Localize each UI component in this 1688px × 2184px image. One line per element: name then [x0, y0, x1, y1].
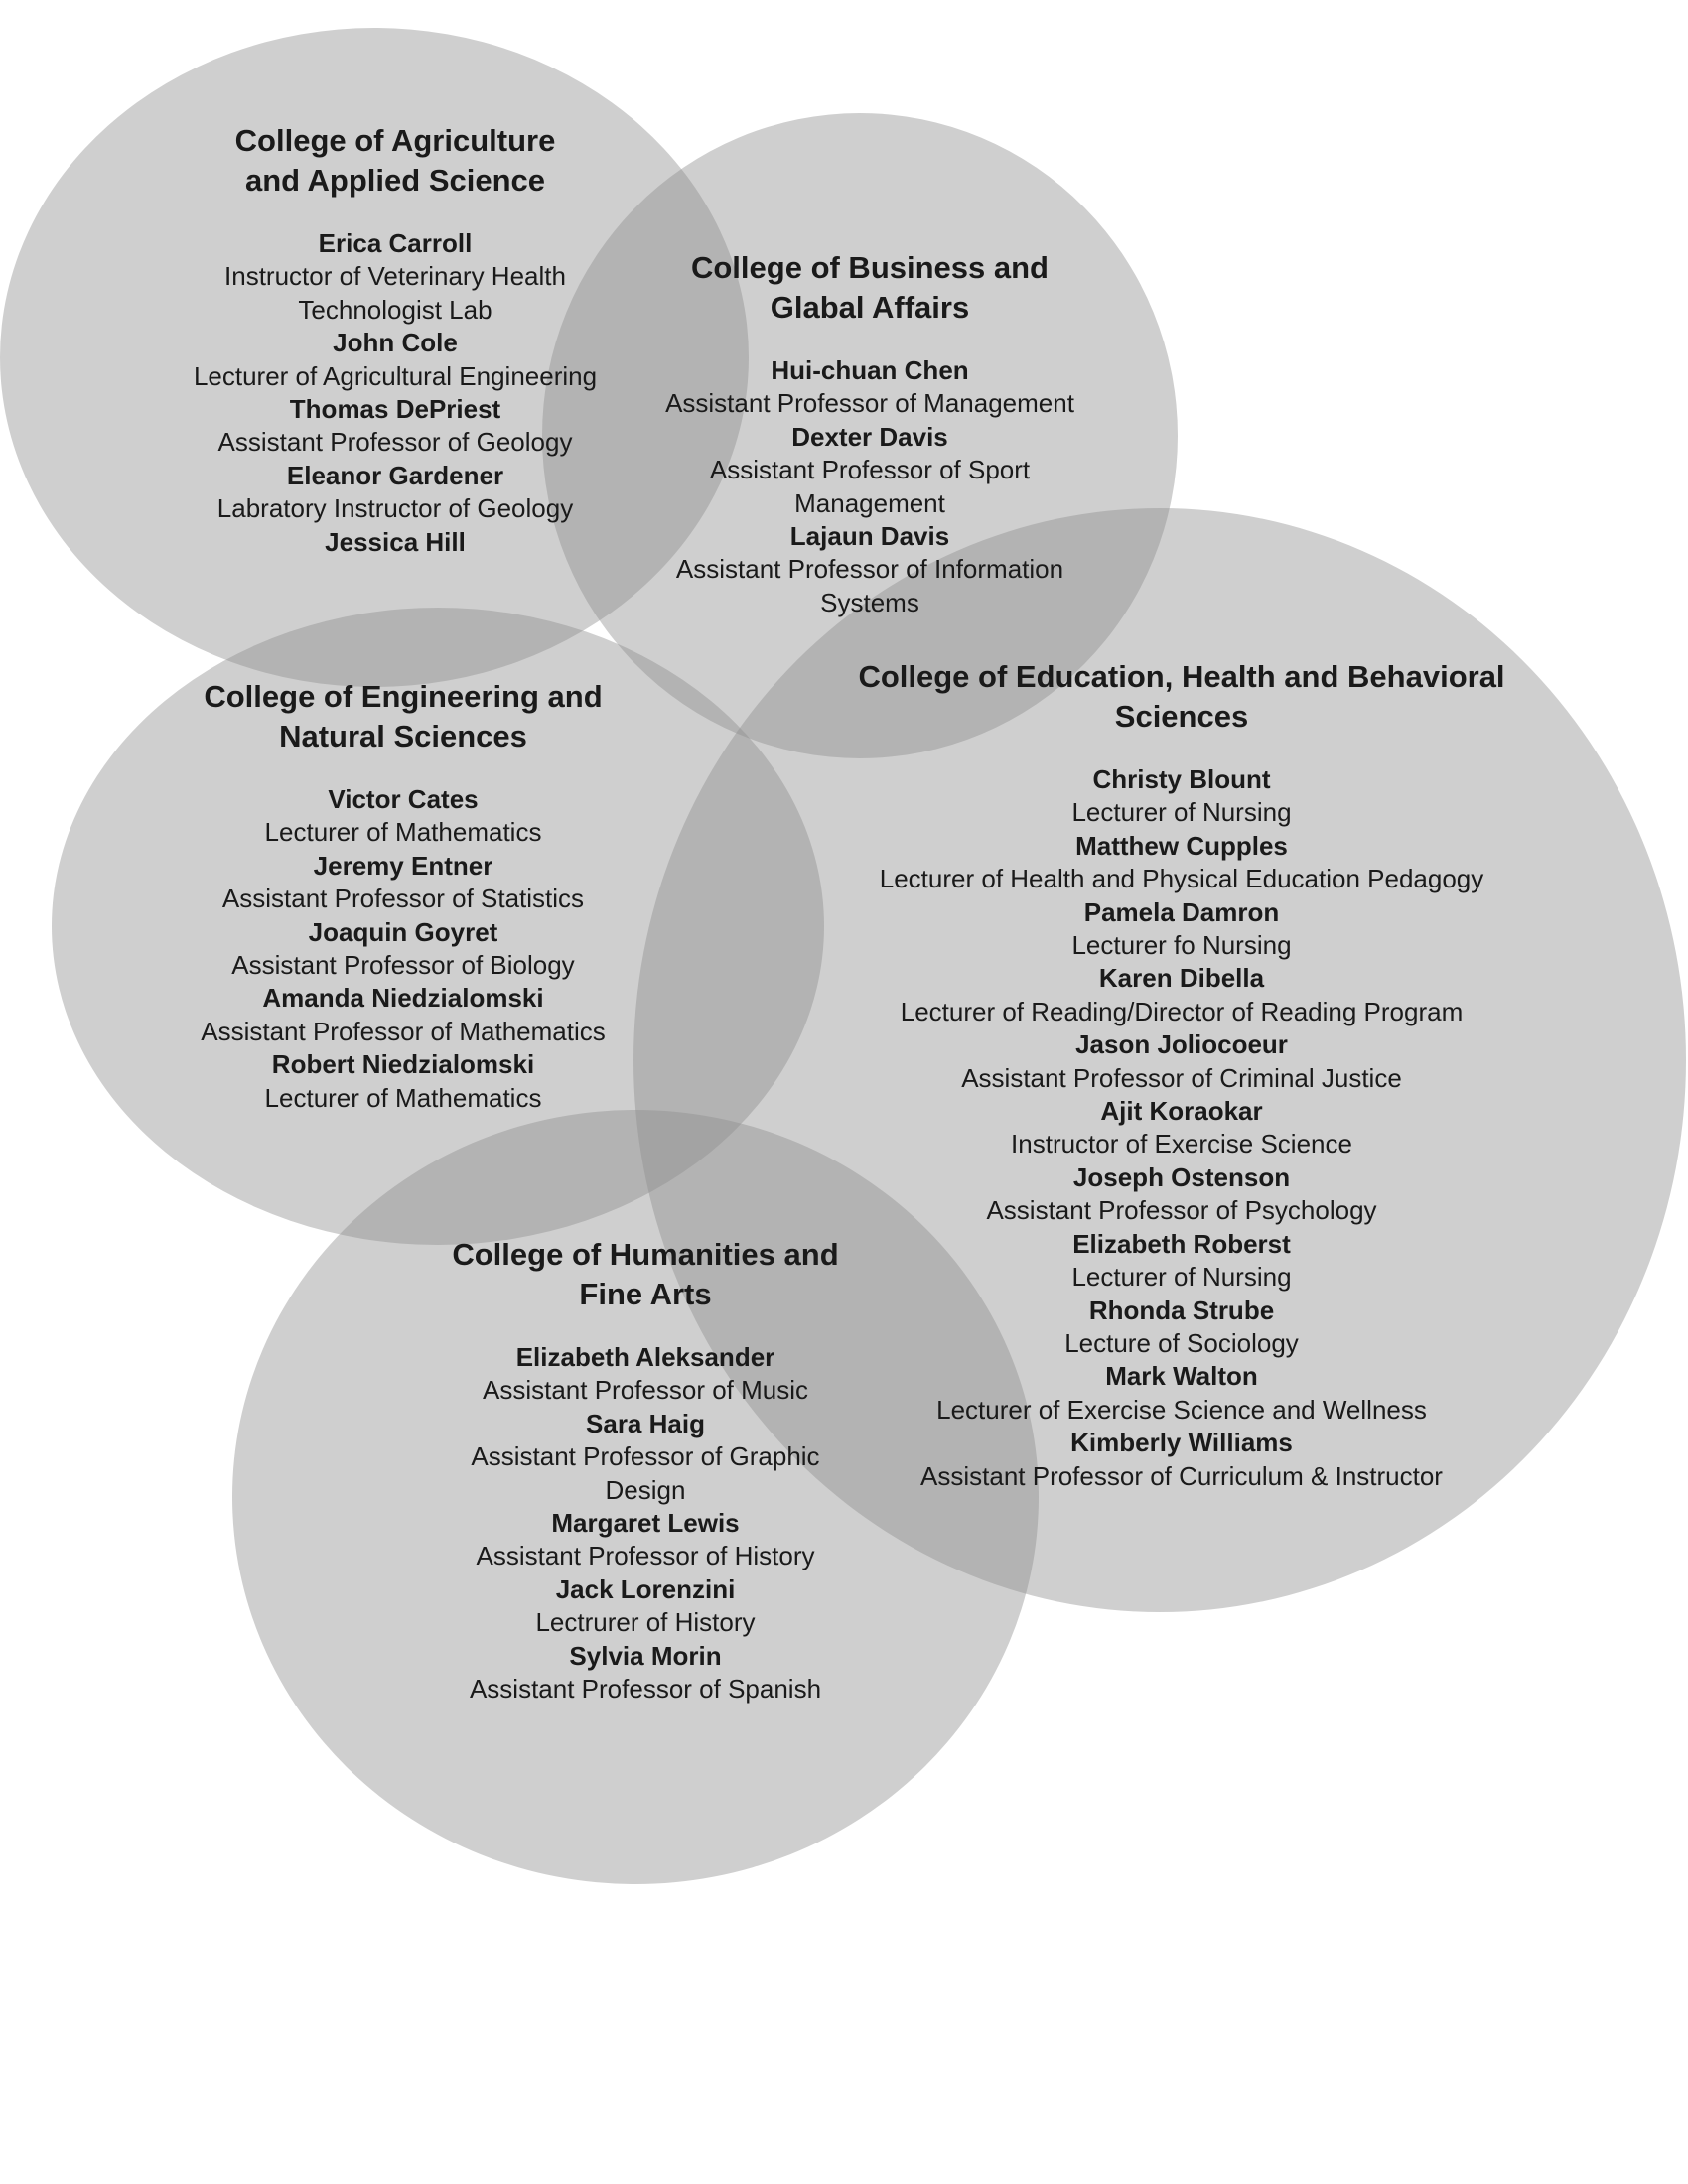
faculty-member	[397, 1408, 894, 1507]
faculty-role: Lectrurer of History	[535, 1607, 756, 1638]
faculty-name: Victor Cates	[328, 784, 479, 814]
faculty-role: Instructor of Exercise Science	[1011, 1129, 1352, 1160]
faculty-member	[397, 1640, 894, 1706]
faculty-role: Assistant Professor of Sport Management	[709, 455, 1031, 518]
faculty-name: Lajaun Davis	[789, 521, 950, 552]
faculty-member	[155, 783, 651, 850]
faculty-role: Lecturer of Exercise Science and Wellness	[936, 1394, 1427, 1425]
faculty-name: Jessica Hill	[325, 526, 466, 557]
faculty-name: Hui-chuan Chen	[771, 355, 969, 385]
college-block-education	[804, 657, 1559, 1493]
faculty-member	[155, 982, 651, 1048]
faculty-role: Lecturer of Nursing	[1071, 1262, 1292, 1293]
faculty-name: Jeremy Entner	[313, 850, 493, 881]
faculty-member	[804, 1228, 1559, 1295]
college-title: College of Education, Health and Behavioral Sciences	[858, 659, 1505, 734]
faculty-role: Assistant Professor of Statistics	[221, 884, 585, 914]
college-title: College of Agriculture and Applied Science	[234, 123, 556, 198]
faculty-role: Lecturer of Reading/Director of Reading Program	[900, 996, 1464, 1026]
faculty-member	[804, 1028, 1559, 1095]
faculty-role: Assistant Professor of Criminal Justice	[961, 1062, 1402, 1093]
faculty-role: Assistant Professor of Management	[665, 388, 1074, 419]
faculty-role: Lecturer of Nursing	[1071, 797, 1292, 828]
faculty-member	[622, 354, 1118, 421]
faculty-role: Instructor of Veterinary Health Technologist Lab	[224, 261, 566, 325]
faculty-name: Eleanor Gardener	[286, 460, 504, 490]
faculty-name: Sara Haig	[586, 1408, 705, 1438]
faculty-name: Kimberly Williams	[1070, 1428, 1293, 1458]
faculty-role: Assistant Professor of Psychology	[986, 1195, 1377, 1226]
faculty-member	[804, 830, 1559, 896]
faculty-member	[147, 227, 643, 327]
faculty-name: Ajit Koraokar	[1100, 1096, 1263, 1127]
faculty-name: Elizabeth Aleksander	[515, 1342, 775, 1372]
faculty-member	[397, 1507, 894, 1573]
faculty-name: Matthew Cupples	[1075, 830, 1288, 861]
college-block-agriculture	[147, 121, 643, 559]
faculty-name: Rhonda Strube	[1088, 1295, 1275, 1325]
college-title: College of Humanities and Fine Arts	[452, 1237, 839, 1311]
faculty-role: Lecturer fo Nursing	[1071, 930, 1292, 961]
faculty-member	[147, 526, 643, 559]
faculty-name: Robert Niedzialomski	[271, 1049, 535, 1080]
faculty-role: Lecture of Sociology	[1064, 1327, 1299, 1358]
college-block-engineering	[155, 677, 651, 1115]
faculty-member	[397, 1341, 894, 1408]
faculty-name: Margaret Lewis	[551, 1508, 740, 1539]
faculty-member	[804, 962, 1559, 1028]
college-block-humanities	[397, 1235, 894, 1706]
faculty-member	[804, 1360, 1559, 1427]
faculty-member	[147, 393, 643, 460]
faculty-member	[804, 1095, 1559, 1161]
college-title: College of Engineering and Natural Sciences	[204, 679, 603, 753]
faculty-role: Assistant Professor of Curriculum & Instructor	[920, 1460, 1443, 1491]
faculty-name: Karen Dibella	[1098, 963, 1265, 994]
faculty-role: Assistant Professor of Geology	[217, 427, 573, 458]
faculty-name: John Cole	[333, 328, 458, 358]
faculty-role: Assistant Professor of Music	[483, 1375, 808, 1406]
faculty-member	[804, 1295, 1559, 1361]
faculty-name: Jason Joliocoeur	[1075, 1029, 1288, 1060]
faculty-name: Dexter Davis	[791, 421, 948, 452]
college-block-business	[622, 248, 1118, 619]
faculty-member	[155, 850, 651, 916]
faculty-role: Lecturer of Health and Physical Education Pedagogy	[879, 864, 1484, 894]
faculty-role: Assistant Professor of Information Systems	[675, 554, 1064, 617]
faculty-member	[155, 1048, 651, 1115]
faculty-member	[622, 520, 1118, 619]
faculty-name: Jack Lorenzini	[555, 1573, 736, 1604]
faculty-name: Joaquin Goyret	[308, 916, 498, 947]
faculty-name: Pamela Damron	[1083, 896, 1280, 927]
faculty-member	[147, 460, 643, 526]
faculty-role: Assistant Professor of Mathematics	[201, 1016, 606, 1046]
faculty-name: Thomas DePriest	[289, 394, 501, 425]
faculty-name: Joseph Ostenson	[1072, 1161, 1291, 1192]
faculty-role: Assistant Professor of Biology	[231, 950, 575, 981]
faculty-role: Assistant Professor of Graphic Design	[471, 1441, 820, 1505]
faculty-name: Christy Blount	[1092, 764, 1271, 794]
faculty-role: Labratory Instructor of Geology	[216, 493, 574, 524]
faculty-member	[804, 1161, 1559, 1228]
faculty-member	[622, 421, 1118, 520]
faculty-role: Lecturer of Mathematics	[264, 817, 542, 848]
faculty-role: Lecturer of Mathematics	[264, 1082, 542, 1113]
faculty-member	[804, 1427, 1559, 1493]
faculty-member	[804, 763, 1559, 830]
faculty-member	[155, 916, 651, 983]
faculty-name: Elizabeth Roberst	[1072, 1228, 1291, 1259]
faculty-role: Lecturer of Agricultural Engineering	[193, 360, 598, 391]
faculty-name: Mark Walton	[1105, 1361, 1258, 1392]
faculty-role: Assistant Professor of Spanish	[469, 1674, 822, 1705]
faculty-role: Assistant Professor of History	[476, 1541, 815, 1571]
college-title: College of Business and Glabal Affairs	[690, 250, 1049, 325]
faculty-member	[397, 1573, 894, 1640]
faculty-member	[147, 327, 643, 393]
faculty-name: Amanda Niedzialomski	[262, 983, 544, 1014]
faculty-name: Erica Carroll	[318, 228, 473, 258]
faculty-name: Sylvia Morin	[569, 1640, 722, 1671]
faculty-member	[804, 896, 1559, 963]
